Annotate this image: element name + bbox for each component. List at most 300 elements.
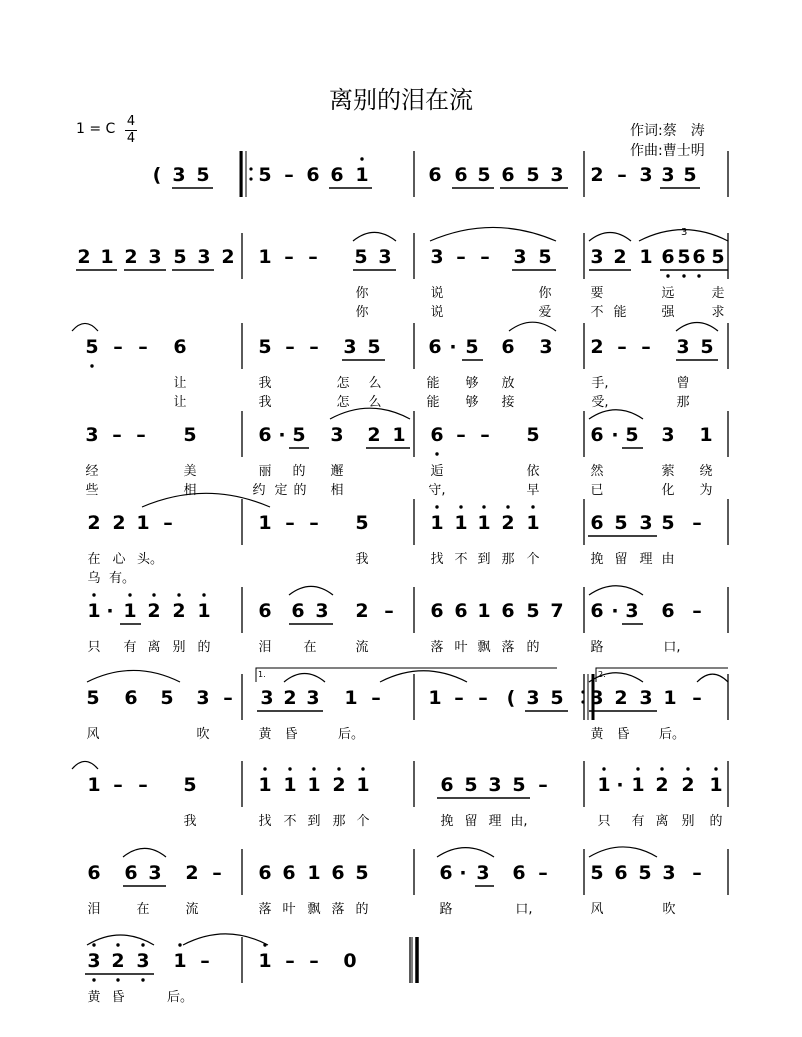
lyric-verse-1: 怎 <box>336 376 350 391</box>
octave-dot-above <box>686 767 689 770</box>
dash-sustain: – <box>285 336 295 358</box>
note: 5 <box>550 687 564 709</box>
note: 1 <box>197 600 211 622</box>
note: 6 <box>258 424 272 446</box>
octave-dot-above <box>361 767 364 770</box>
lyric-verse-1: 要 <box>590 286 604 301</box>
repeat-dot <box>249 177 252 180</box>
note: 3 <box>661 164 675 186</box>
note: 2 <box>614 687 628 709</box>
octave-dot-above <box>660 767 663 770</box>
lyric-verse-1: 昏 <box>111 990 125 1005</box>
note: 2 <box>172 600 186 622</box>
note: 3 <box>197 246 211 268</box>
note: 2 <box>655 774 669 796</box>
lyricist: 作词:蔡 涛 <box>630 123 705 139</box>
note: · <box>459 862 467 884</box>
lyric-verse-2: 那 <box>676 395 690 410</box>
note: 1 <box>597 774 611 796</box>
note: 6 <box>258 600 272 622</box>
slur <box>72 761 98 769</box>
octave-dot-above <box>263 767 266 770</box>
note: 2 <box>332 774 346 796</box>
slur <box>676 322 718 331</box>
score-row-4 <box>0 393 802 498</box>
octave-dot-above <box>636 767 639 770</box>
dash-sustain: – <box>478 687 488 709</box>
lyric-verse-1: 离 <box>655 814 669 829</box>
lyric-verse-1: 只 <box>597 814 611 829</box>
slur <box>589 232 631 241</box>
note: 6 <box>330 164 344 186</box>
note: 3 <box>343 336 357 358</box>
note: 5 <box>173 246 187 268</box>
note: 6 <box>440 774 454 796</box>
lyric-verse-2: 怎 <box>336 395 350 410</box>
note: 1 <box>477 512 491 534</box>
lyric-verse-1: 不 <box>283 814 297 829</box>
lyric-verse-1: 后。 <box>337 727 364 742</box>
slur <box>380 671 467 682</box>
octave-dot-below <box>435 452 438 455</box>
dash-sustain: – <box>384 600 394 622</box>
note: 5 <box>614 512 628 534</box>
note: 3 <box>148 862 162 884</box>
lyric-verse-1: 别 <box>172 640 186 655</box>
note: 6 <box>454 600 468 622</box>
note: 3 <box>539 336 553 358</box>
note: 6 <box>590 424 604 446</box>
note: 2 <box>590 336 604 358</box>
lyric-verse-1: 么 <box>368 376 382 391</box>
octave-dot-below <box>682 274 685 277</box>
note: 5 <box>354 246 368 268</box>
note: 5 <box>85 336 99 358</box>
note: 2 <box>77 246 91 268</box>
lyric-verse-1: 让 <box>173 376 187 391</box>
note: 6 <box>428 164 442 186</box>
slur <box>430 227 556 241</box>
lyric-verse-1: 个 <box>526 552 540 567</box>
lyric-verse-2: 能 <box>613 305 627 320</box>
score-row-6 <box>0 569 802 659</box>
lyric-verse-1: 然 <box>590 464 604 479</box>
note: 3 <box>87 950 101 972</box>
lyric-verse-1: 落 <box>501 640 515 655</box>
dash-sustain: – <box>138 336 148 358</box>
note: 5 <box>292 424 306 446</box>
dash-sustain: – <box>113 774 123 796</box>
note: 3 <box>639 164 653 186</box>
note: 1 <box>307 774 321 796</box>
note: 0 <box>343 950 357 972</box>
lyric-verse-1: 吹 <box>662 902 676 917</box>
note: 5 <box>683 164 697 186</box>
note: 3 <box>639 512 653 534</box>
lyric-verse-1: 的 <box>292 464 306 479</box>
octave-dot-above <box>435 505 438 508</box>
lyric-verse-2: 能 <box>426 395 440 410</box>
dash-sustain: – <box>617 164 627 186</box>
lyric-verse-1: 个 <box>356 814 370 829</box>
lyric-verse-1: 邂 <box>330 464 344 479</box>
score-row-10 <box>0 919 802 1009</box>
note: 2 <box>367 424 381 446</box>
octave-dot-above <box>263 943 266 946</box>
note: 1 <box>454 512 468 534</box>
dash-sustain: – <box>200 950 210 972</box>
score-row-5 <box>0 481 802 586</box>
lyric-verse-1: 有 <box>631 814 645 829</box>
lyric-verse-1: 手, <box>591 376 609 391</box>
lyric-verse-1: 能 <box>426 376 440 391</box>
note: 3 <box>378 246 392 268</box>
lyric-verse-1: 口, <box>515 902 533 917</box>
lyric-verse-2: 约 <box>252 483 266 498</box>
lyric-verse-1: 只 <box>87 640 101 655</box>
octave-dot-above <box>506 505 509 508</box>
note: 5 <box>661 512 675 534</box>
note: 6 <box>590 512 604 534</box>
song-title: 离别的泪在流 <box>329 86 473 114</box>
dash-sustain: – <box>136 424 146 446</box>
lyric-verse-1: 落 <box>430 640 444 655</box>
dash-sustain: – <box>456 246 466 268</box>
octave-dot-above <box>337 767 340 770</box>
repeat-dot <box>249 167 252 170</box>
note: 3 <box>430 246 444 268</box>
score-row-1 <box>0 133 802 223</box>
note: 3 <box>306 687 320 709</box>
note: 1 <box>526 512 540 534</box>
note: · <box>278 424 286 446</box>
note: 6 <box>124 862 138 884</box>
octave-dot-above <box>92 943 95 946</box>
note: 1 <box>123 600 137 622</box>
lyric-verse-1: 我 <box>355 552 369 567</box>
note: 5 <box>160 687 174 709</box>
lyric-verse-1: 泪 <box>87 902 101 917</box>
lyric-verse-1: 由, <box>510 814 528 829</box>
slur <box>437 848 494 857</box>
octave-dot-above <box>459 505 462 508</box>
slur <box>589 410 643 419</box>
lyric-verse-1: 有 <box>123 640 137 655</box>
note: 5 <box>526 424 540 446</box>
note: 5 <box>526 164 540 186</box>
note: 6 <box>661 600 675 622</box>
dash-sustain: – <box>309 336 319 358</box>
note: 1 <box>100 246 114 268</box>
note: 2 <box>501 512 515 534</box>
note: 3 <box>590 246 604 268</box>
note: 5 <box>677 246 691 268</box>
dash-sustain: – <box>309 512 319 534</box>
note: 6 <box>501 600 515 622</box>
volta-label: 1. <box>258 670 266 679</box>
lyric-verse-1: 昏 <box>284 727 298 742</box>
dash-sustain: – <box>480 246 490 268</box>
note: 5 <box>258 164 272 186</box>
note: 1 <box>663 687 677 709</box>
slur <box>142 493 270 507</box>
lyric-verse-1: 美 <box>183 464 197 479</box>
note: 5 <box>526 600 540 622</box>
lyric-verse-1: 留 <box>464 814 478 829</box>
note: 1 <box>428 687 442 709</box>
lyric-verse-2: 定 <box>274 483 288 498</box>
note: 6 <box>331 862 345 884</box>
note: 5 <box>196 164 210 186</box>
note: 1 <box>344 687 358 709</box>
octave-dot-above <box>177 593 180 596</box>
slur <box>289 586 333 595</box>
lyric-verse-1: 那 <box>332 814 346 829</box>
lyric-verse-1: 经 <box>85 464 99 479</box>
note: 6 <box>590 600 604 622</box>
slur <box>509 322 556 331</box>
dash-sustain: – <box>308 246 318 268</box>
dash-sustain: – <box>617 336 627 358</box>
dash-sustain: – <box>538 774 548 796</box>
note: 6 <box>124 687 138 709</box>
lyric-verse-1: 萦 <box>661 464 675 479</box>
note: 2 <box>283 687 297 709</box>
lyric-verse-1: 留 <box>614 552 628 567</box>
octave-dot-below <box>697 274 700 277</box>
lyric-verse-1: 流 <box>185 902 199 917</box>
note: 5 <box>512 774 526 796</box>
note: 3 <box>526 687 540 709</box>
lyric-verse-1: 后。 <box>658 727 685 742</box>
lyric-verse-1: 黄 <box>590 727 604 742</box>
note: 5 <box>367 336 381 358</box>
lyric-verse-2: 让 <box>173 395 187 410</box>
note: 6 <box>291 600 305 622</box>
note: 6 <box>306 164 320 186</box>
lyric-verse-1: 吹 <box>196 727 210 742</box>
score-row-8 <box>0 743 802 833</box>
slur <box>87 935 154 945</box>
note: 1 <box>392 424 406 446</box>
paren-open: ( <box>506 687 516 709</box>
slur <box>123 848 166 857</box>
dash-sustain: – <box>692 687 702 709</box>
lyric-verse-2: 爱 <box>538 305 552 320</box>
lyric-verse-2: 相 <box>183 483 197 498</box>
note: 1 <box>283 774 297 796</box>
lyric-verse-1: 泪 <box>258 640 272 655</box>
note: 1 <box>356 774 370 796</box>
note: 3 <box>330 424 344 446</box>
lyric-verse-1: 那 <box>501 552 515 567</box>
note: 2 <box>111 950 125 972</box>
note: 5 <box>183 424 197 446</box>
octave-dot-above <box>288 767 291 770</box>
dash-sustain: – <box>454 687 464 709</box>
lyric-verse-1: 在 <box>136 902 150 917</box>
time-signature-top: 4 <box>126 114 136 129</box>
octave-dot-above <box>531 505 534 508</box>
lyric-verse-2: 我 <box>258 395 272 410</box>
score-row-7 <box>0 656 802 746</box>
note: 5 <box>355 862 369 884</box>
lyric-verse-1: 在 <box>303 640 317 655</box>
octave-dot-below <box>116 978 119 981</box>
lyric-verse-1: 我 <box>183 814 197 829</box>
time-signature-bottom: 4 <box>126 131 136 146</box>
lyric-verse-1: 绕 <box>699 464 713 479</box>
lyric-verse-1: 别 <box>681 814 695 829</box>
octave-dot-below <box>141 978 144 981</box>
volta-bracket <box>256 668 557 682</box>
octave-dot-below <box>666 274 669 277</box>
lyric-verse-1: 风 <box>86 727 100 742</box>
lyric-verse-1: 你 <box>538 286 552 301</box>
lyric-verse-1: 我 <box>258 376 272 391</box>
lyric-verse-1: 心 <box>112 552 126 567</box>
note: 3 <box>196 687 210 709</box>
lyric-verse-1: 不 <box>454 552 468 567</box>
lyric-verse-1: 理 <box>639 552 653 567</box>
lyric-verse-2: 乌 <box>87 571 101 586</box>
slur <box>697 674 728 682</box>
lyric-verse-1: 后。 <box>166 990 193 1005</box>
note: 6 <box>428 336 442 358</box>
dash-sustain: – <box>284 164 294 186</box>
note: 2 <box>87 512 101 534</box>
lyric-verse-1: 的 <box>355 902 369 917</box>
repeat-dot <box>581 700 584 703</box>
slur <box>589 847 657 857</box>
note: 1 <box>699 424 713 446</box>
note: 1 <box>87 774 101 796</box>
lyric-verse-1: 落 <box>258 902 272 917</box>
dash-sustain: – <box>538 862 548 884</box>
note: 3 <box>639 687 653 709</box>
note: 2 <box>613 246 627 268</box>
lyric-verse-2: 求 <box>711 305 725 320</box>
lyric-verse-1: 的 <box>709 814 723 829</box>
lyric-verse-2: 相 <box>330 483 344 498</box>
dash-sustain: – <box>692 862 702 884</box>
lyric-verse-1: 到 <box>477 552 491 567</box>
note: 3 <box>676 336 690 358</box>
note: 6 <box>439 862 453 884</box>
note: 5 <box>355 512 369 534</box>
dash-sustain: – <box>284 246 294 268</box>
octave-dot-below <box>90 364 93 367</box>
lyric-verse-1: 曾 <box>676 376 690 391</box>
octave-dot-above <box>116 943 119 946</box>
lyric-verse-1: 理 <box>488 814 502 829</box>
lyric-verse-1: 路 <box>590 640 604 655</box>
note: 5 <box>183 774 197 796</box>
lyric-verse-1: 由 <box>661 552 675 567</box>
lyric-verse-1: 路 <box>439 902 453 917</box>
note: 3 <box>488 774 502 796</box>
note: 2 <box>185 862 199 884</box>
slur <box>589 586 643 595</box>
dash-sustain: – <box>113 336 123 358</box>
slur <box>87 670 180 682</box>
note: 3 <box>590 687 604 709</box>
lyric-verse-1: 风 <box>590 902 604 917</box>
note: 5 <box>464 774 478 796</box>
note: 6 <box>454 164 468 186</box>
dash-sustain: – <box>692 512 702 534</box>
note: 1 <box>639 246 653 268</box>
triplet-label: 3 <box>681 227 688 238</box>
note: 3 <box>172 164 186 186</box>
note: 2 <box>147 600 161 622</box>
dash-sustain: – <box>138 774 148 796</box>
lyric-verse-2: 化 <box>661 483 675 498</box>
paren-open: ( <box>152 164 162 186</box>
note: 2 <box>590 164 604 186</box>
key-signature: 1 = C <box>76 121 116 137</box>
note: 6 <box>430 600 444 622</box>
lyric-verse-2: 么 <box>368 395 382 410</box>
note: 5 <box>700 336 714 358</box>
dash-sustain: – <box>163 512 173 534</box>
dash-sustain: – <box>223 687 233 709</box>
slur <box>72 323 98 331</box>
lyric-verse-1: 的 <box>526 640 540 655</box>
lyric-verse-1: 在 <box>87 552 101 567</box>
note: 6 <box>661 246 675 268</box>
octave-dot-above <box>312 767 315 770</box>
note: 5 <box>711 246 725 268</box>
note: 2 <box>681 774 695 796</box>
dash-sustain: – <box>112 424 122 446</box>
slur <box>284 674 325 682</box>
note: 6 <box>258 862 272 884</box>
lyric-verse-1: 叶 <box>454 640 468 655</box>
lyric-verse-1: 够 <box>465 376 479 391</box>
lyric-verse-1: 昏 <box>616 727 630 742</box>
note: 5 <box>590 862 604 884</box>
slur <box>183 934 268 945</box>
lyric-verse-2: 早 <box>526 483 540 498</box>
octave-dot-above <box>152 593 155 596</box>
lyric-verse-1: 走 <box>711 286 725 301</box>
lyric-verse-2: 守, <box>428 483 446 498</box>
lyric-verse-2: 的 <box>293 483 307 498</box>
lyric-verse-1: 挽 <box>440 814 454 829</box>
lyric-verse-1: 口, <box>663 640 681 655</box>
note: 6 <box>173 336 187 358</box>
volta-label: 2. <box>598 670 606 679</box>
lyric-verse-1: 离 <box>147 640 161 655</box>
note: 6 <box>501 164 515 186</box>
note: 6 <box>692 246 706 268</box>
lyric-verse-2: 够 <box>465 395 479 410</box>
note: 3 <box>550 164 564 186</box>
octave-dot-above <box>141 943 144 946</box>
lyric-verse-1: 你 <box>355 286 369 301</box>
octave-dot-above <box>202 593 205 596</box>
lyric-verse-2: 受, <box>591 395 609 410</box>
note: · <box>449 336 457 358</box>
note: 6 <box>501 336 515 358</box>
octave-dot-above <box>178 943 181 946</box>
note: 3 <box>85 424 99 446</box>
note: 3 <box>260 687 274 709</box>
note: 5 <box>477 164 491 186</box>
lyric-verse-1: 黄 <box>258 727 272 742</box>
note: 5 <box>465 336 479 358</box>
